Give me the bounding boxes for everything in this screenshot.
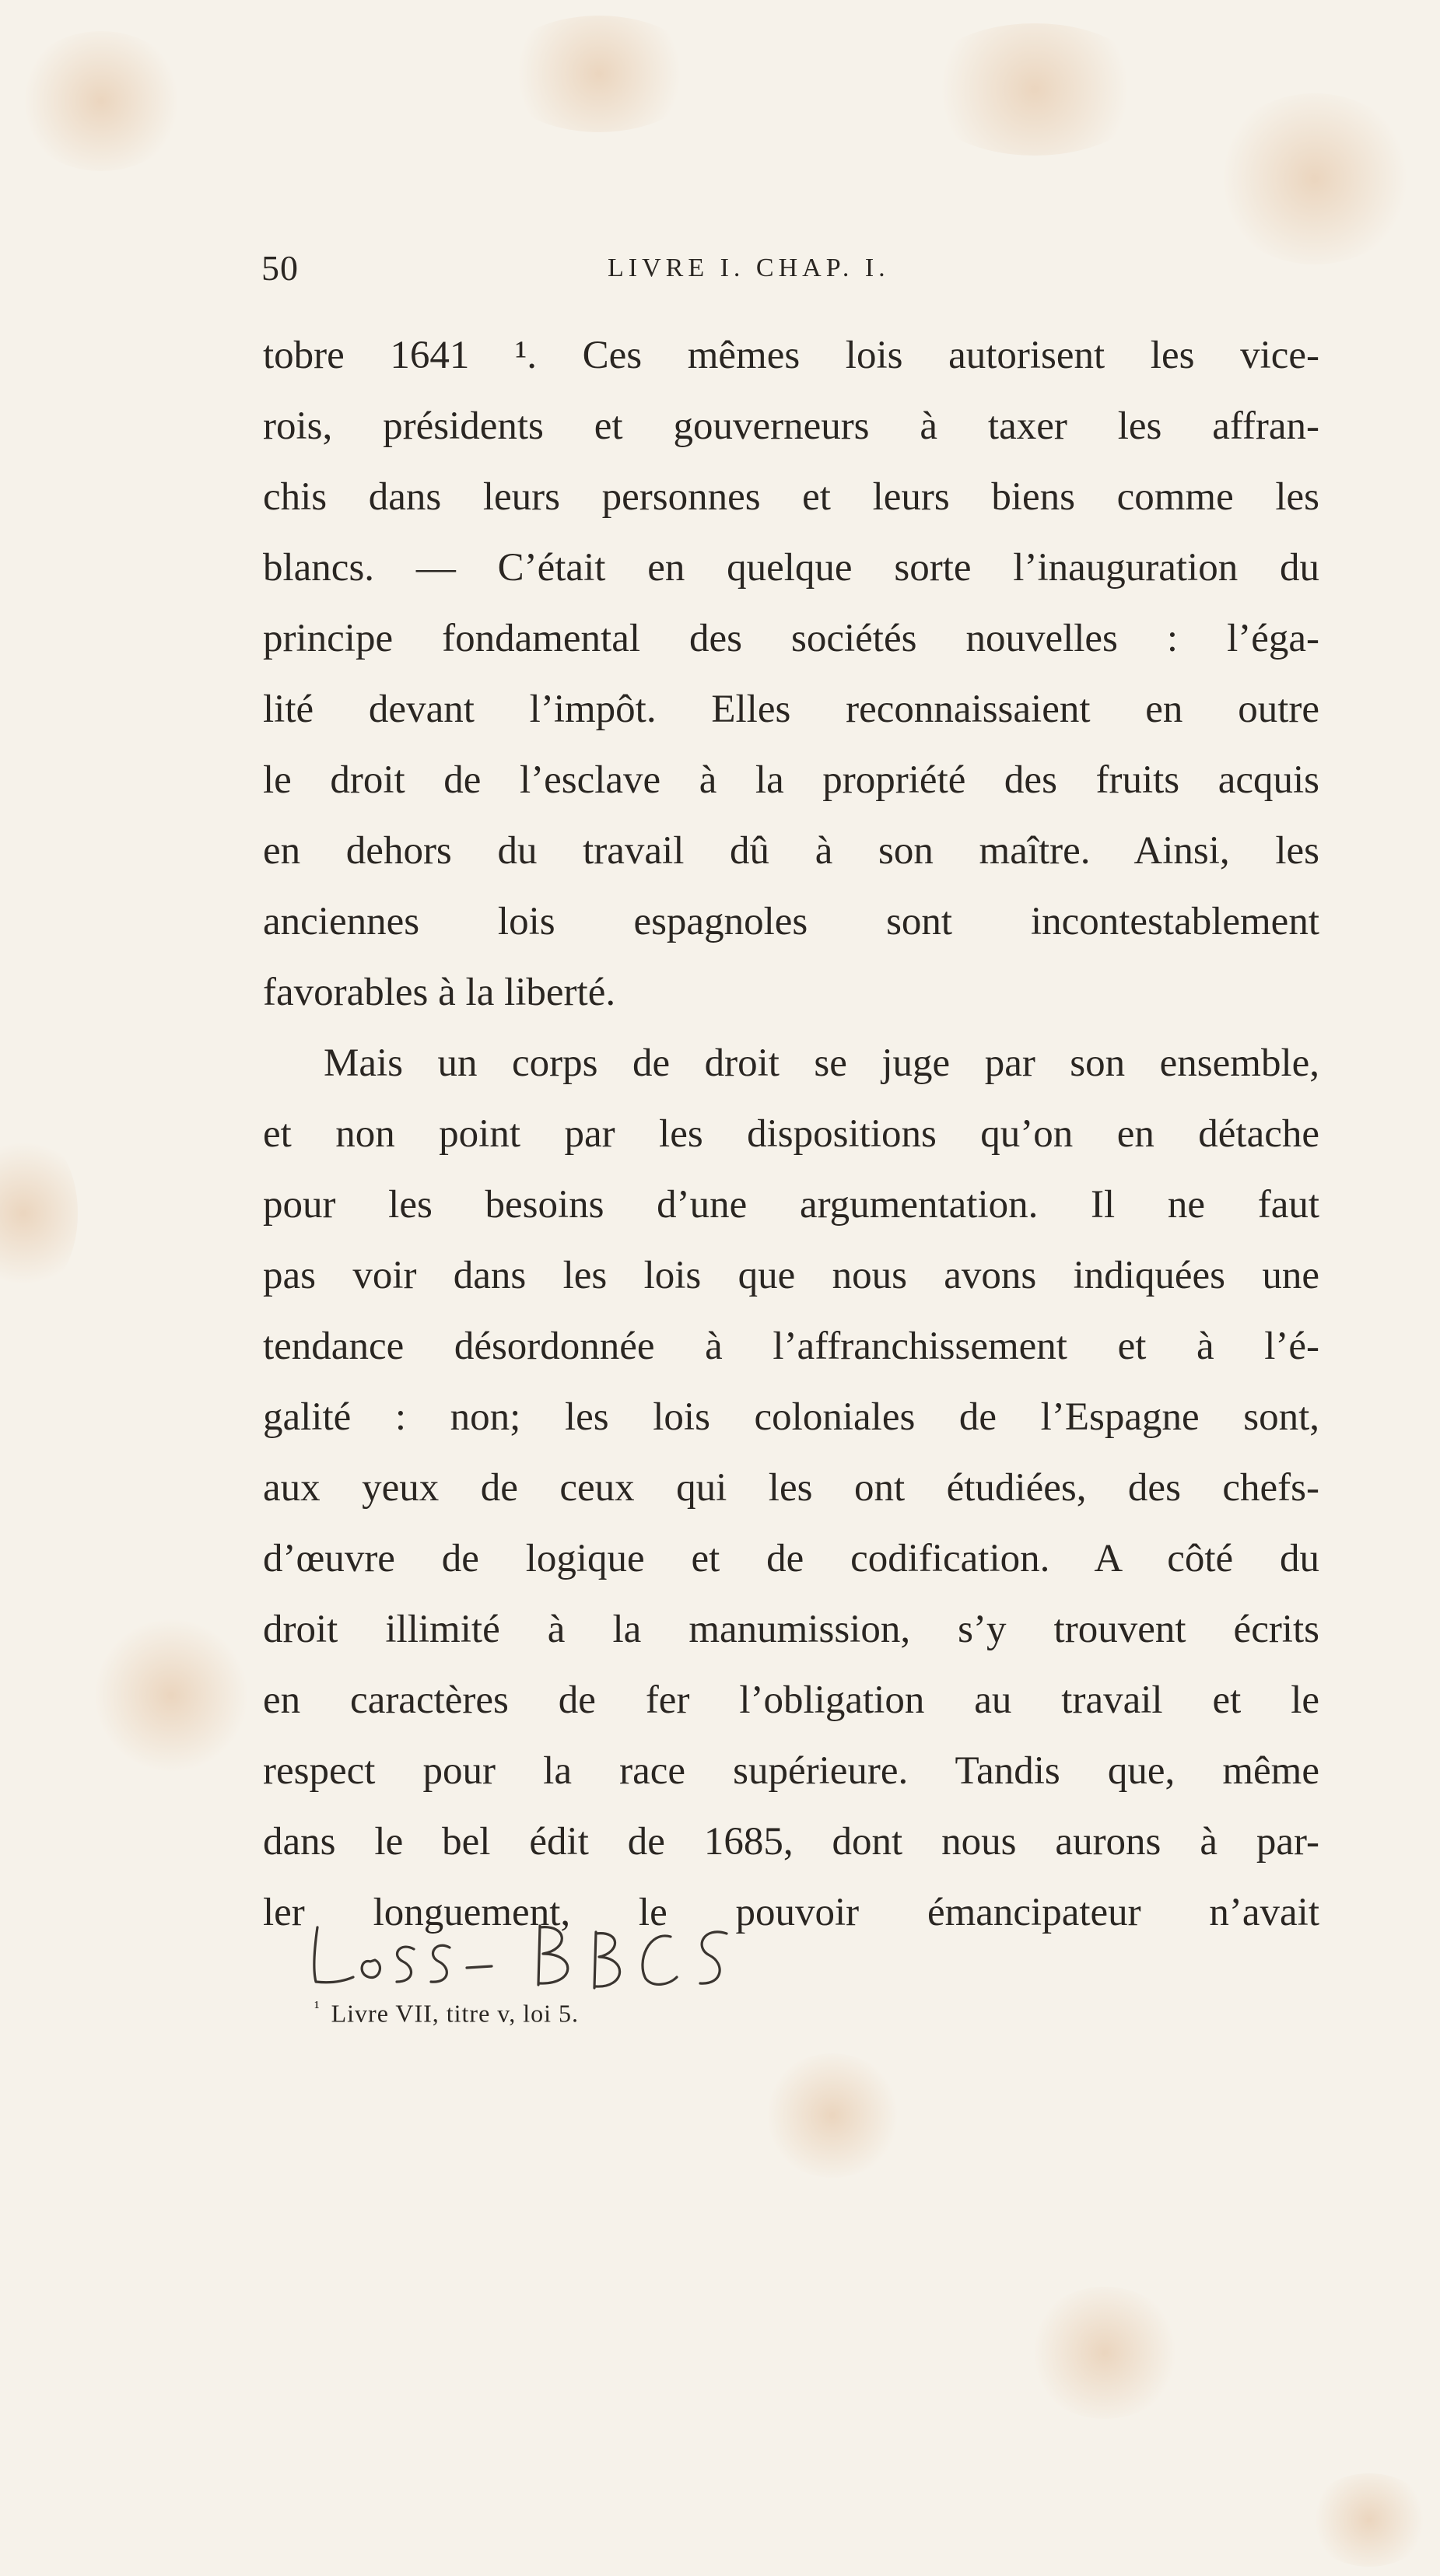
footnote-marker: ¹ (314, 1997, 321, 2017)
foxing-stain (762, 2053, 902, 2178)
text-line: et non point par les dispositions qu’on en détache (263, 1112, 1319, 1156)
footnote-text: Livre VII, titre v, loi 5. (331, 1999, 579, 2028)
foxing-stain (918, 23, 1151, 156)
foxing-stain (93, 1618, 249, 1773)
text-line: le droit de l’esclave à la propriété des fruits acquis (263, 758, 1319, 802)
text-line: pas voir dans les lois que nous avons indiquées une (263, 1254, 1319, 1297)
text-line: ler longuement, le pouvoir émancipateur n’avait (263, 1891, 1319, 1934)
running-head (261, 247, 1319, 294)
foxing-stain (498, 16, 700, 132)
foxing-stain (16, 31, 187, 171)
foxing-stain (0, 1128, 78, 1299)
body-text (263, 320, 1319, 1948)
text-line: chis dans leurs personnes et leurs biens comme les (263, 475, 1319, 519)
text-line: galité : non; les lois coloniales de l’Espagne sont, (263, 1395, 1319, 1439)
running-title: LIVRE I. CHAP. I. (608, 254, 890, 282)
text-line: en dehors du travail dû à son maître. Ainsi, les (263, 829, 1319, 873)
text-line: tobre 1641 ¹. Ces mêmes lois autorisent les vice- (263, 334, 1319, 377)
text-line: principe fondamental des sociétés nouvelles : l’éga- (263, 617, 1319, 660)
text-line: anciennes lois espagnoles sont incontestablement (263, 900, 1319, 943)
text-line: lité devant l’impôt. Elles reconnaissaient en outre (263, 688, 1319, 731)
foxing-stain (1307, 2473, 1431, 2567)
text-line: pour les besoins d’une argumentation. Il ne faut (263, 1183, 1319, 1227)
text-line: droit illimité à la manumission, s’y trouvent écrits (263, 1608, 1319, 1651)
text-line: Mais un corps de droit se juge par son ensemble, (324, 1041, 1319, 1085)
page-number: 50 (261, 248, 299, 288)
foxing-stain (1214, 93, 1416, 264)
text-line: en caractères de fer l’obligation au travail et le (263, 1678, 1319, 1722)
text-line: favorables à la liberté. (263, 971, 616, 1014)
text-line: respect pour la race supérieure. Tandis que, même (263, 1749, 1319, 1793)
text-line: rois, présidents et gouverneurs à taxer les affran- (263, 404, 1319, 448)
handwritten-annotation (307, 1910, 742, 1996)
text-line: dans le bel édit de 1685, dont nous aurons à par- (263, 1820, 1319, 1864)
text-line: aux yeux de ceux qui les ont étudiées, des chefs- (263, 1466, 1319, 1510)
text-line: blancs. — C’était en quelque sorte l’inauguration du (263, 546, 1319, 590)
footnote (314, 1997, 579, 2028)
foxing-stain (1027, 2287, 1182, 2419)
text-line: d’œuvre de logique et de codification. A côté du (263, 1537, 1319, 1580)
text-line: tendance désordonnée à l’affranchissement et à l’é- (263, 1325, 1319, 1368)
